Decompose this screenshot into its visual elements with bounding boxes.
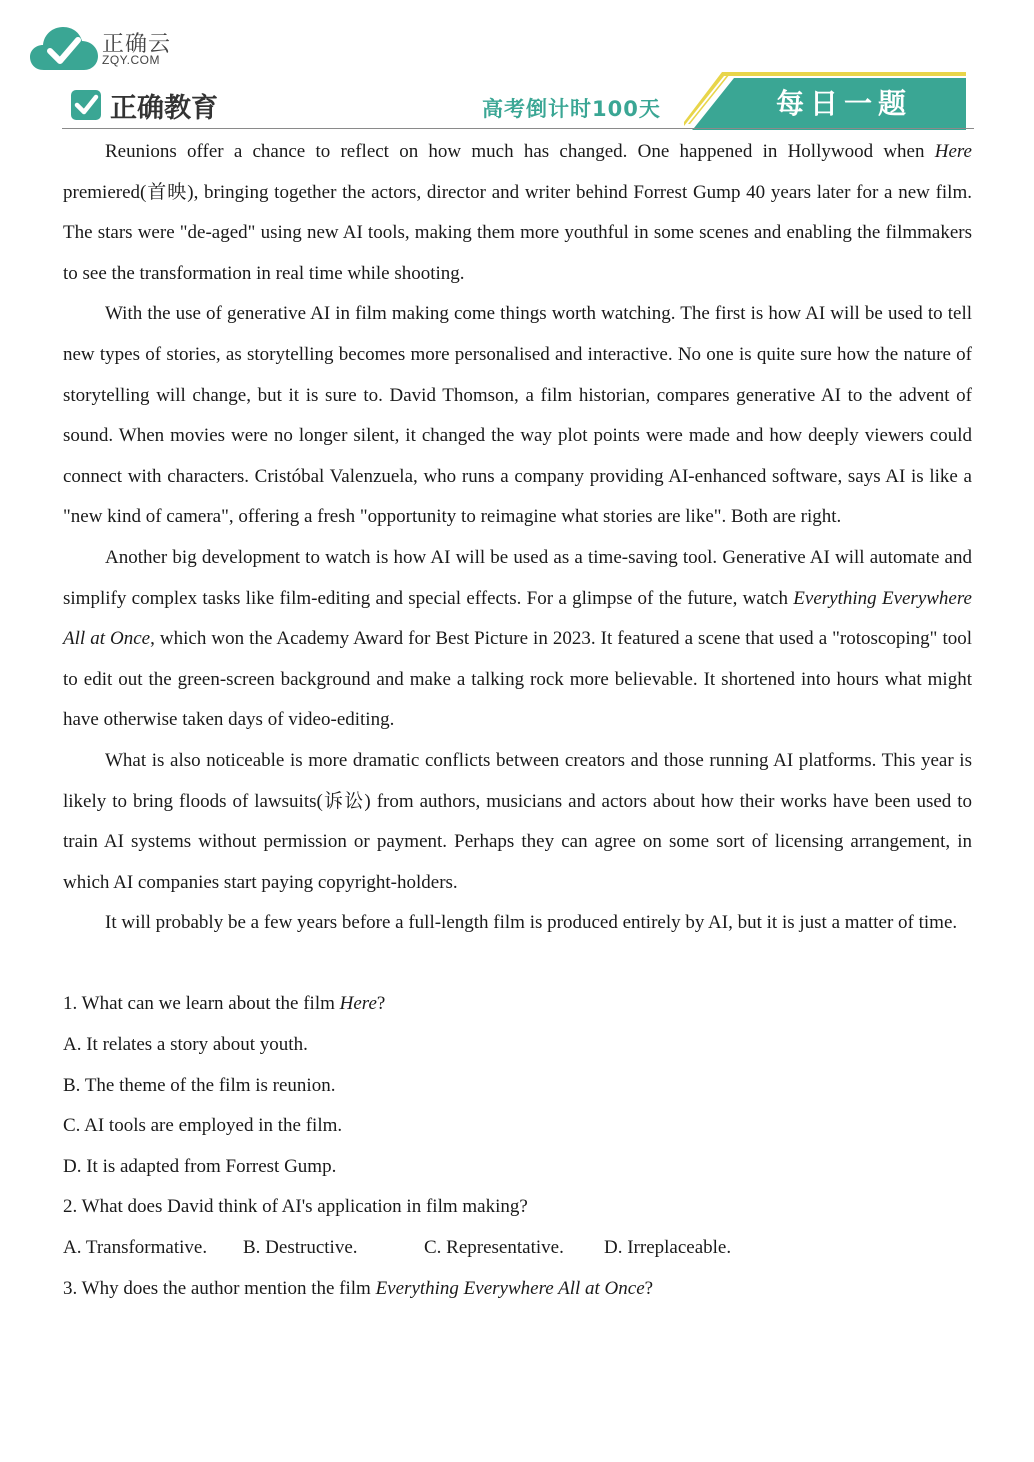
question-1-option-c: C. AI tools are employed in the film. [63,1115,343,1137]
cloud-check-icon [30,24,98,72]
question-2: 2. What does David think of AI's application in film making? [63,1196,528,1218]
daily-question-title: 每日一题 [776,87,913,120]
checkbox-check-icon [70,89,102,121]
spacer [63,944,972,985]
brand-domain: ZQY.COM [102,53,160,67]
question-2-options [63,1228,972,1269]
italic-title: Here [934,141,972,162]
question-2-option-d: D. Irreplaceable. [604,1237,732,1259]
italic-title: Everything Everywhere All at Once [63,587,972,650]
edu-name: 正确教育 [110,93,218,124]
passage-paragraph-5: It will probably be a few years before a full-length film is produced entirely by AI, but it is just a matter of time. [105,912,958,934]
question-1-option-d: D. It is adapted from Forrest Gump. [63,1155,337,1177]
zqy-logo [30,24,190,74]
italic-title: Here [339,993,377,1015]
question-1: 1. What can we learn about the film Here? [63,993,386,1015]
question-2-option-a: A. Transformative. [63,1237,208,1259]
passage-paragraph-4: What is also noticeable is more dramatic conflicts between creators and those running AI platforms. This year is likely to bring floods of lawsuits(诉讼) from authors, musicians and actors about how their works have been used to train AI systems without permission or payment. Perhaps they can agree on some sort of licensing arrangement, in which AI companies start paying copyright-holders. [63,749,972,893]
passage-paragraph-2: With the use of generative AI in film making come things worth watching. The first is how AI will be used to tell new types of stories, as storytelling becomes more personalised and interactive. No one is quite sure how the nature of storytelling will change, but it is sure to. David Thomson, a film historian, compares generative AI to the advent of sound. When movies were no longer silent, it changed the way plot points were made and how deeply viewers could connect with characters. Cristóbal Valenzuela, who runs a company providing AI-enhanced software, says AI is like a "new kind of camera", offering a fresh "opportunity to reimagine what stories are like". Both are right. [63,303,972,528]
document-body [63,132,972,1309]
brand-chinese-name: 正确云 [102,32,172,57]
passage-paragraph-1: Reunions offer a chance to reflect on how much has changed. One happened in Hollywood when Here premiered(首映), bringing together the actors, director and writer behind Forrest Gump 40 years later for a new film. The stars were "de-aged" using new AI tools, making them more youthful in some scenes and enabling the filmmakers to see the transformation in real time while shooting. [63,141,972,284]
header-divider [62,128,974,129]
question-2-option-c: C. Representative. [424,1237,564,1259]
passage-paragraph-3: Another big development to watch is how AI will be used as a time-saving tool. Generative AI will automate and simplify complex tasks like film-editing and special effects. For a glimpse of the future, watch Everything Everywhere All at Once, which won the Academy Award for Best Picture in 2023. It featured a scene that used a "rotoscoping" tool to edit out the green-screen background and make a talking rock more believable. It shortened into hours what might have otherwise taken days of video-editing. [63,546,972,731]
question-2-option-b: B. Destructive. [243,1237,358,1259]
question-1-option-a: A. It relates a story about youth. [63,1034,308,1056]
question-1-option-b: B. The theme of the film is reunion. [63,1074,336,1096]
countdown-text: 高考倒计时100天 [482,97,661,121]
question-3: 3. Why does the author mention the film Everything Everywhere All at Once? [63,1277,654,1299]
italic-title: Everything Everywhere All at Once [375,1277,645,1299]
